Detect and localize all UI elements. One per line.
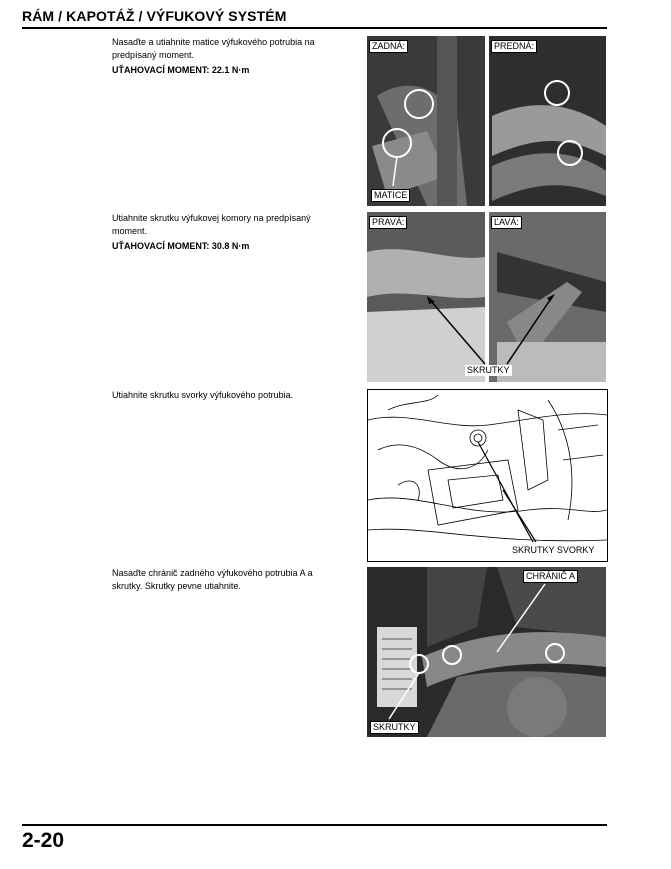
- step-1-torque: UŤAHOVACÍ MOMENT: 22.1 N·m: [112, 65, 250, 75]
- exhaust-guard-photo: [367, 567, 606, 737]
- exhaust-chamber-bolts-photo: [367, 212, 606, 382]
- step-2-line-2: moment.: [112, 226, 148, 236]
- fig1-nuts-callout: MATICE: [371, 189, 410, 202]
- header-rule: [22, 27, 607, 29]
- page-header-title: RÁM / KAPOTÁŽ / VÝFUKOVÝ SYSTÉM: [22, 8, 287, 24]
- fig4-guard-callout: CHRÁNIČ A: [523, 570, 578, 583]
- page-number: 2-20: [22, 829, 65, 852]
- step-1-line-2: predpísaný moment.: [112, 50, 195, 60]
- step-2-torque: UŤAHOVACÍ MOMENT: 30.8 N·m: [112, 241, 250, 251]
- step-3-text: [112, 389, 354, 402]
- step-1-line-1: Nasaďte a utiahnite matice výfukového potrubia na: [112, 37, 315, 47]
- clamp-bolts-diagram: [367, 389, 608, 562]
- fig4-bolts-callout: SKRUTKY: [370, 721, 419, 734]
- step-4-text: [112, 567, 354, 593]
- fig3-clamp-bolts-callout: SKRUTKY SVORKY: [512, 545, 595, 555]
- step-3-line-1: Utiahnite skrutku svorky výfukového potrubia.: [112, 390, 294, 400]
- step-4-line-1: Nasaďte chránič zadného výfukového potrubia A a: [112, 568, 313, 578]
- fig2-right-label: PRAVÁ:: [369, 216, 407, 229]
- step-1-text: [112, 36, 354, 77]
- step-2-line-1: Utiahnite skrutku výfukovej komory na predpísaný: [112, 213, 311, 223]
- step-2-text: [112, 212, 354, 253]
- fig2-left-label: ĽAVÁ:: [491, 216, 522, 229]
- exhaust-nuts-photo: [367, 36, 606, 206]
- fig2-bolts-callout: SKRUTKY: [467, 365, 510, 375]
- footer-rule: [22, 824, 607, 826]
- fig1-front-label: PREDNÁ:: [491, 40, 537, 53]
- fig1-rear-label: ZADNÁ:: [369, 40, 408, 53]
- step-4-line-2: skrutky. Skrutky pevne utiahnite.: [112, 581, 241, 591]
